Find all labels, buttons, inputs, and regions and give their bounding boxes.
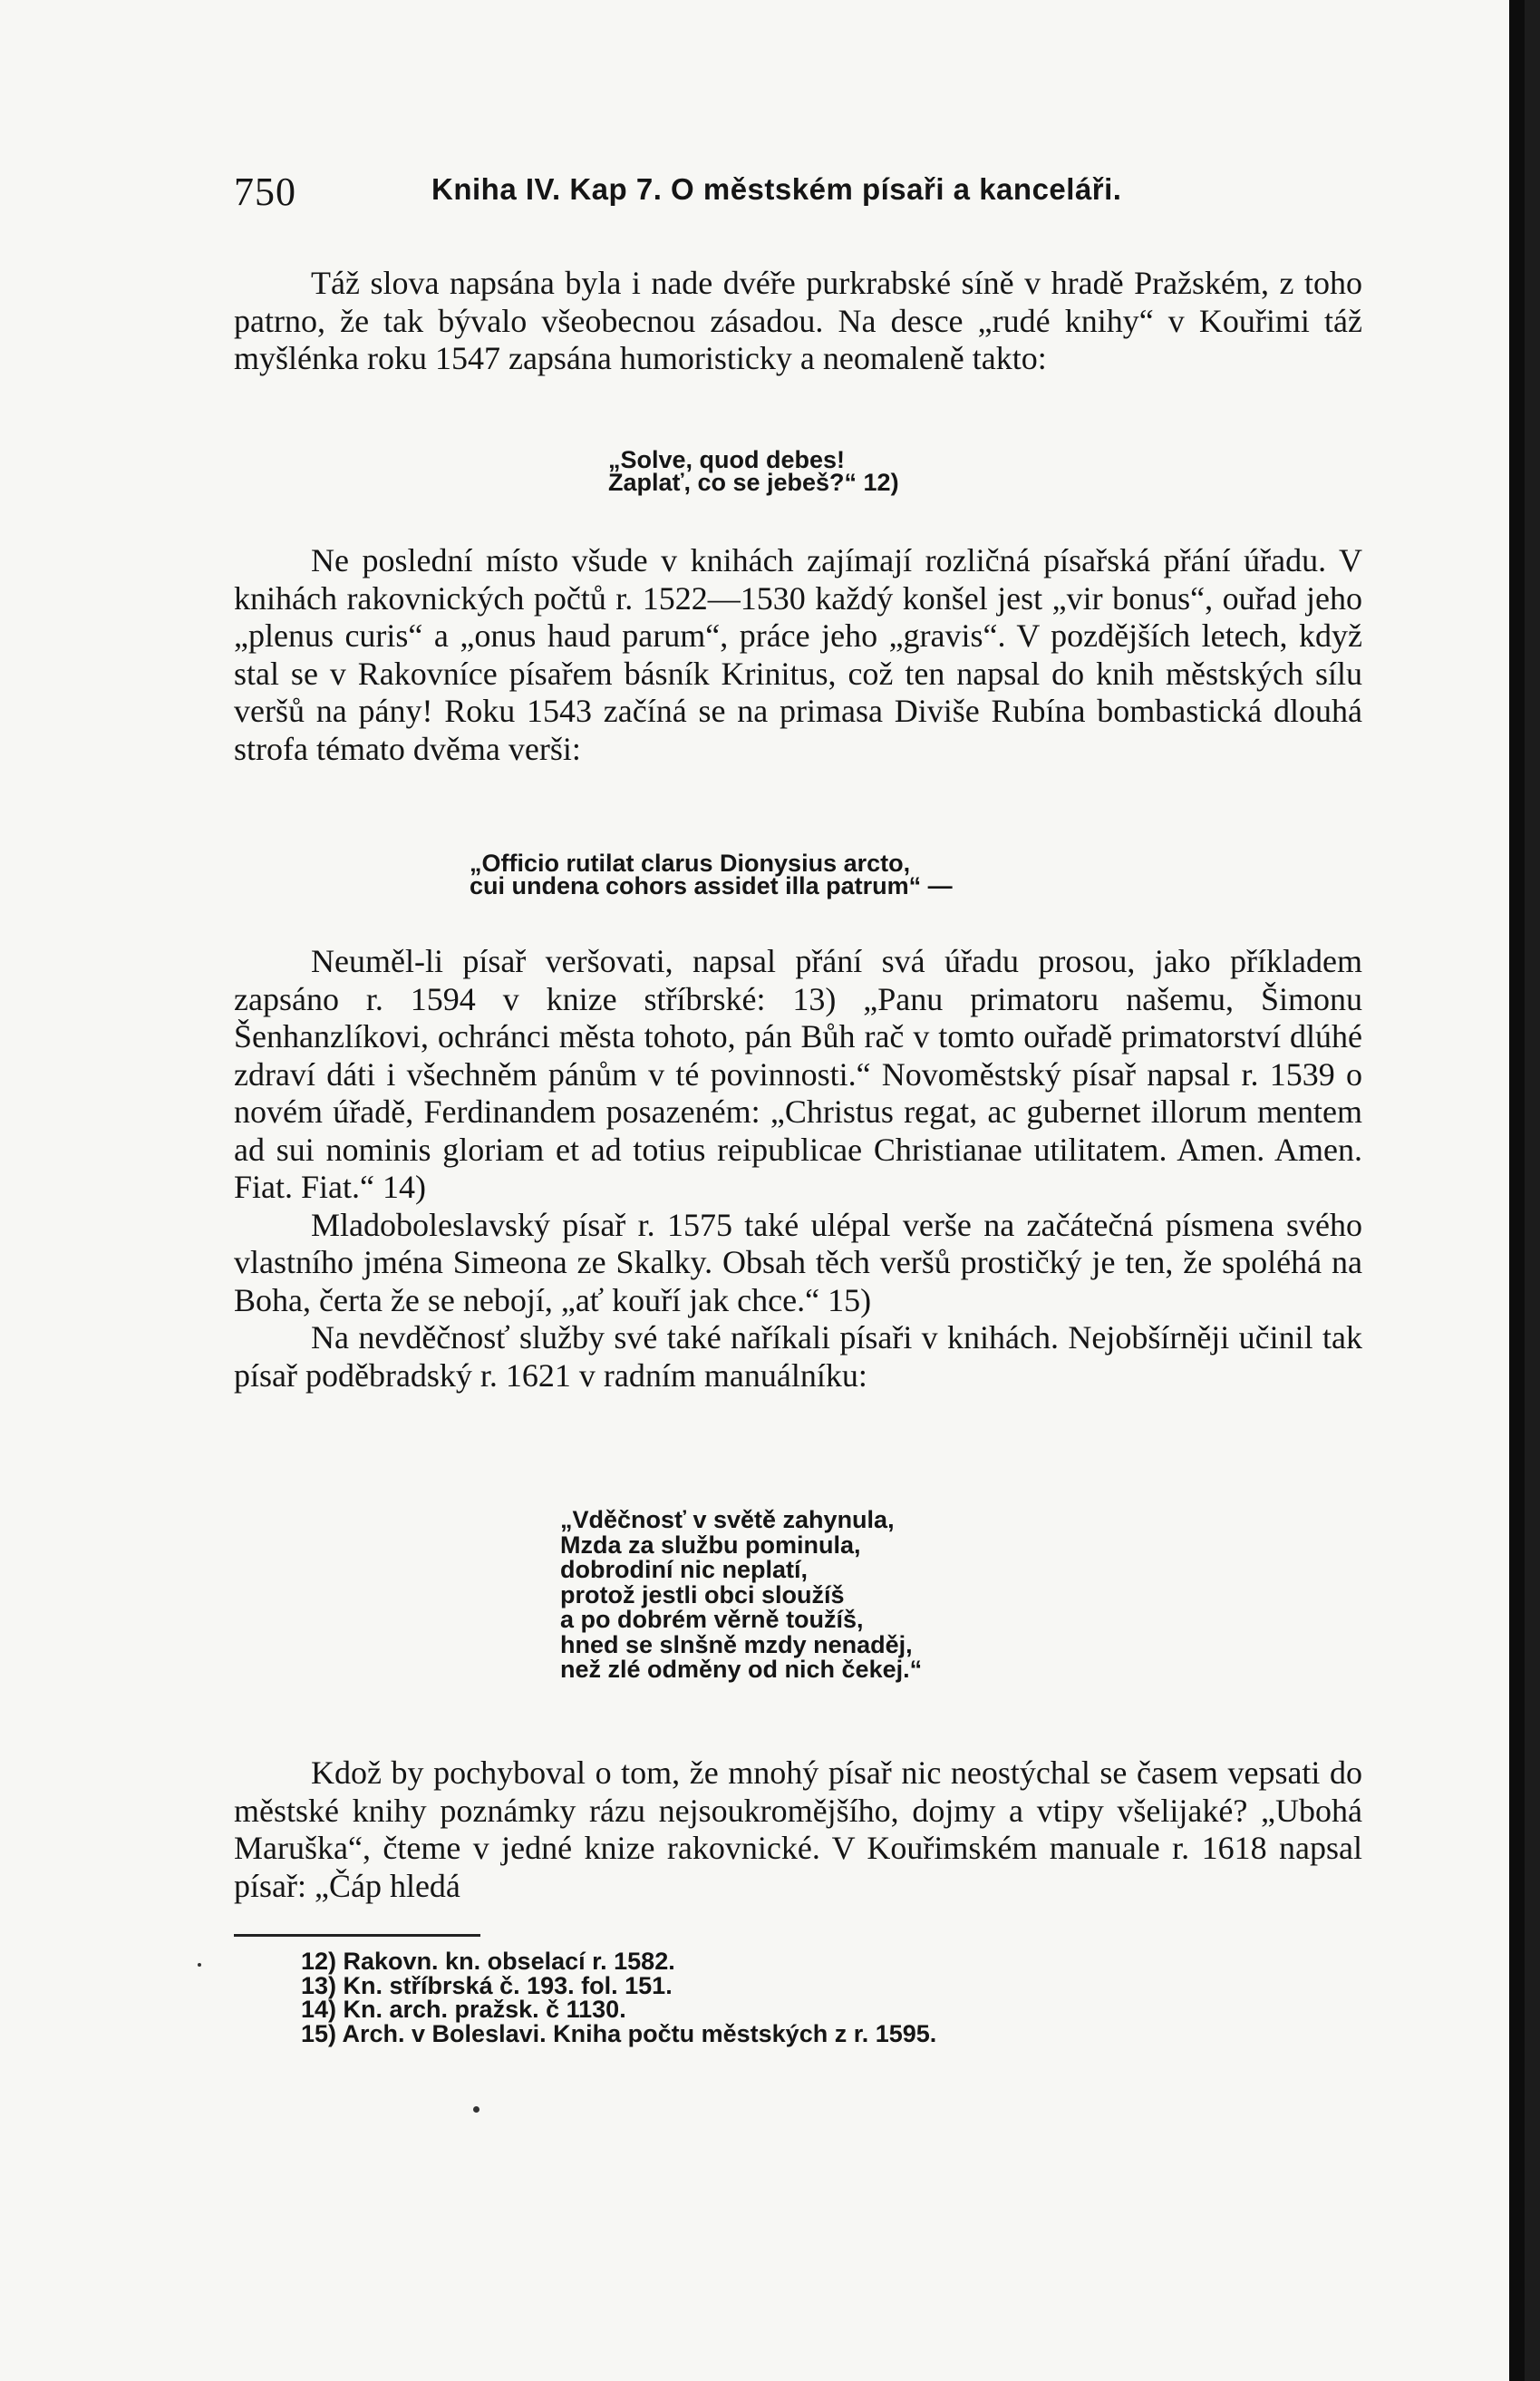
paragraph: Neuměl-li písař veršovati, napsal přání svá úřadu prosou, jako příkladem zapsáno r. 1594 v knize stříbrské: 13) „Panu primatoru našemu, Šimonu Šenhanzlíkovi, ochránci města tohoto, pán Bůh rač v tomto ouřadě primatorství dlúhé zdraví dáti i všechněm pánům v té povinnosti.“ Novoměstský písař napsal r. 1539 o novém úřadě, Ferdinandem posazeném: „Christus regat, ac gubernet illorum mentem ad sui nominis gloriam et ad totius reipublicae Christianae utilitatem. Amen. Amen. Fiat. Fiat.“ 14) — [234, 943, 1362, 1205]
footnote: 15) Arch. v Boleslavi. Kniha počtu městských z r. 1595. — [301, 2019, 937, 2047]
footnote-rule — [234, 1934, 480, 1937]
page-number: 750 — [234, 170, 296, 214]
footnote: 12) Rakovn. kn. obselací r. 1582. — [301, 1948, 675, 1975]
verse — [560, 1508, 1195, 1683]
footnote: 14) Kn. arch. pražsk. č 1130. — [301, 1996, 626, 2023]
verse-block-2 — [470, 852, 1195, 898]
page-header — [234, 169, 1362, 214]
verse-line: hned se slnšně mzdy nenaděj, — [560, 1630, 913, 1658]
running-title: Kniha IV. Kap 7. O městském písaři a kanceláři. — [431, 172, 1122, 206]
print-speck — [198, 1963, 201, 1967]
paragraph: Mladoboleslavský písař r. 1575 také ulépal verše na začátečná písmena svého vlastního jména Simeona ze Skalky. Obsah těch veršů prostičký je ten, že spoléhá na Boha, čerta že se nebojí, „ať kouří jak chce.“ 15) — [234, 1206, 1362, 1318]
verse-line: Mzda za službu pominula, — [560, 1531, 861, 1559]
paragraph: Táž slova napsána byla i nade dvéře purkrabské síně v hradě Pražském, z toho patrno, že tak bývalo všeobecnou zásadou. Na desce „rudé knihy“ v Kouřimi táž myšlénka roku 1547 zapsána humoristicky a neomaleně takto: — [234, 265, 1362, 376]
paragraph: Na nevděčnosť služby své také naříkali písaři v knihách. Nejobšírněji učinil tak písař poděbradský r. 1621 v radním manuálníku: — [234, 1319, 1362, 1394]
verse-block-3 — [560, 1508, 1195, 1683]
paragraph: Ne poslední místo všude v knihách zajímají rozličná písařská přání úřadu. V knihách rakovnických počtů r. 1522—1530 každý konšel jest „vir bonus“, ouřad jeho „plenus curis“ a „onus haud parum“, práce jeho „gravis“. V pozdějších letech, když stal se v Rakovníce písařem básník Krinitus, což ten napsal do knih městských sílu veršů na pány! Roku 1543 začíná se na primasa Diviše Rubína bombastická dlouhá strofa témato dvěma verši: — [234, 542, 1362, 767]
verse — [608, 446, 1152, 496]
scan-edge — [1509, 0, 1525, 2381]
print-speck — [473, 2106, 479, 2113]
paragraph-2-block — [234, 542, 1362, 768]
footnote: 13) Kn. stříbrská č. 193. fol. 151. — [301, 1971, 673, 1999]
paragraph-6-block — [234, 1754, 1362, 1905]
verse-line: než zlé odměny od nich čekej.“ — [560, 1656, 923, 1683]
verse-line: „Vděčnosť v světě zahynula, — [560, 1506, 895, 1533]
paragraph-3-block — [234, 943, 1362, 1395]
footnotes — [301, 1949, 936, 2046]
verse-block-1 — [608, 446, 1152, 496]
verse-line: „Officio rutilat clarus Dionysius arcto, — [470, 850, 911, 877]
verse-line: cui undena cohors assidet illa patrum“ — — [470, 872, 953, 899]
verse — [470, 852, 1195, 898]
verse-line: Zaplať, co se jebeš?“ 12) — [608, 469, 899, 496]
verse-line: „Solve, quod debes! — [608, 446, 846, 473]
paragraph: Kdož by pochyboval o tom, že mnohý písař nic neostýchal se časem vepsati do městské knihy poznámky rázu nejsoukromějšího, dojmy a vtipy všelijaké? „Ubohá Maruška“, čteme v jedné knize rakovnické. V Kouřimském manuale r. 1618 napsal písař: „Čáp hledá — [234, 1754, 1362, 1904]
verse-line: dobrodiní nic neplatí, — [560, 1556, 808, 1583]
verse-line: protož jestli obci sloužíš — [560, 1580, 845, 1608]
verse-line: a po dobrém věrně toužíš, — [560, 1606, 864, 1633]
paragraph-1-block — [234, 265, 1362, 378]
